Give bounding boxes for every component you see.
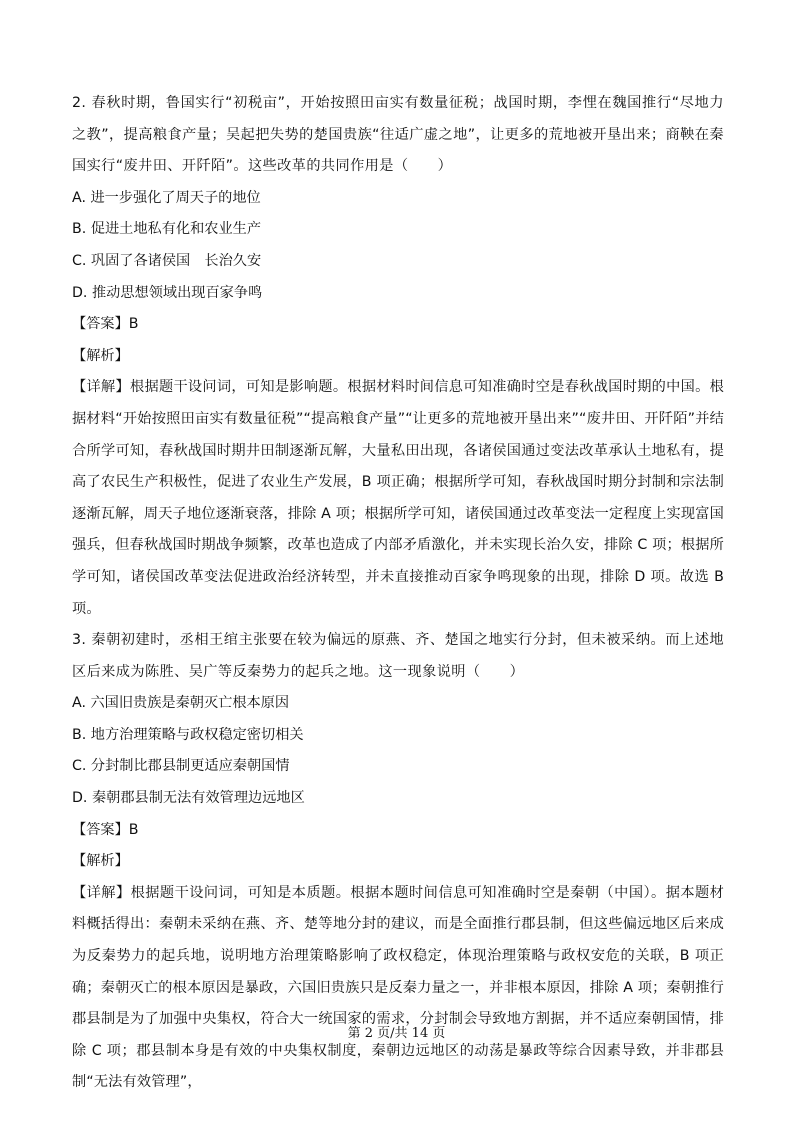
- option-d: D. 秦朝郡县制无法有效管理边远地区: [72, 790, 305, 807]
- option-c: C. 巩固了各诸侯国 长治久安: [72, 252, 262, 269]
- option-d: D. 推动思想领域出现百家争鸣: [72, 284, 263, 301]
- question-stem: 3. 秦朝初建时，丞相王绾主张要在较为偏远的原燕、齐、楚国之地实行分封，但未被采纳。而上述地区后来成为陈胜、吴广等反秦势力的起兵之地。这一现象说明（ ）: [72, 632, 724, 680]
- answer-label: 【答案】B: [72, 316, 139, 333]
- option-b: B. 地方治理策略与政权稳定密切相关: [72, 726, 304, 743]
- page-content: [72, 88, 724, 1099]
- page-footer: 第 2 页/共 14 页: [347, 1026, 446, 1041]
- analysis-text: 【详解】根据题干设问词，可知是影响题。根据材料时间信息可知准确时空是春秋战国时期的中国。根据材料“开始按照田亩实有数量征税”“提高粮食产量”“让更多的荒地被开垦出来”“废井田、开阡陌”并结合所学可知，春秋战国时期井田制逐渐瓦解，大量私田出现，各诸侯国通过变法改革承认土地私有，提高了农民生产积极性，促进了农业生产发展，B 项正确；根据所学可知，春秋战国时期分封制和宗法制逐渐瓦解，周天子地位逐渐衰落，排除 A 项；根据所学可知，诸侯国通过改革变法一定程度上实现富国强兵，但春秋战国时期战争频繁，改革也造成了内部矛盾激化，并未实现长治久安，排除 C 项；根据所学可知，诸侯国改革变法促进政治经济转型，并未直接推动百家争鸣现象的出现，排除 D 项。故选 B 项。: [72, 379, 724, 617]
- option-b: B. 促进土地私有化和农业生产: [72, 221, 262, 238]
- option-c: C. 分封制比郡县制更适应秦朝国情: [72, 758, 290, 775]
- option-a: A. 进一步强化了周天子的地位: [72, 189, 261, 206]
- question-block: [72, 88, 724, 625]
- answer-label: 【答案】B: [72, 821, 139, 838]
- option-a: A. 六国旧贵族是秦朝灭亡根本原因: [72, 695, 290, 712]
- analysis-heading: 【解析】: [72, 347, 129, 364]
- analysis-heading: 【解析】: [72, 853, 129, 870]
- analysis-text: 【详解】根据题干设问词，可知是本质题。根据本题时间信息可知准确时空是秦朝（中国）。据本题材料概括得出：秦朝未采纳在燕、齐、楚等地分封的建议，而是全面推行郡县制，但这些偏远地区后来成为反秦势力的起兵地，说明地方治理策略影响了政权稳定，体现治理策略与政权安危的关联，B 项正确；秦朝灭亡的根本原因是暴政，六国旧贵族只是反秦力量之一，并非根本原因，排除 A 项；秦朝推行郡县制是为了加强中央集权，符合大一统国家的需求，分封制会导致地方割据，并不适应秦朝国情，排除 C 项；郡县制本身是有效的中央集权制度，秦朝边远地区的动荡是暴政等综合因素导致，并非郡县制“无法有效管理”，: [72, 884, 724, 1091]
- question-stem: 2. 春秋时期，鲁国实行“初税亩”，开始按照田亩实有数量征税；战国时期，李悝在魏国推行“尽地力之教”，提高粮食产量；吴起把失势的楚国贵族“往适广虚之地”，让更多的荒地被开垦出来；商鞅在秦国实行“废井田、开阡陌”。这些改革的共同作用是（ ）: [72, 95, 724, 175]
